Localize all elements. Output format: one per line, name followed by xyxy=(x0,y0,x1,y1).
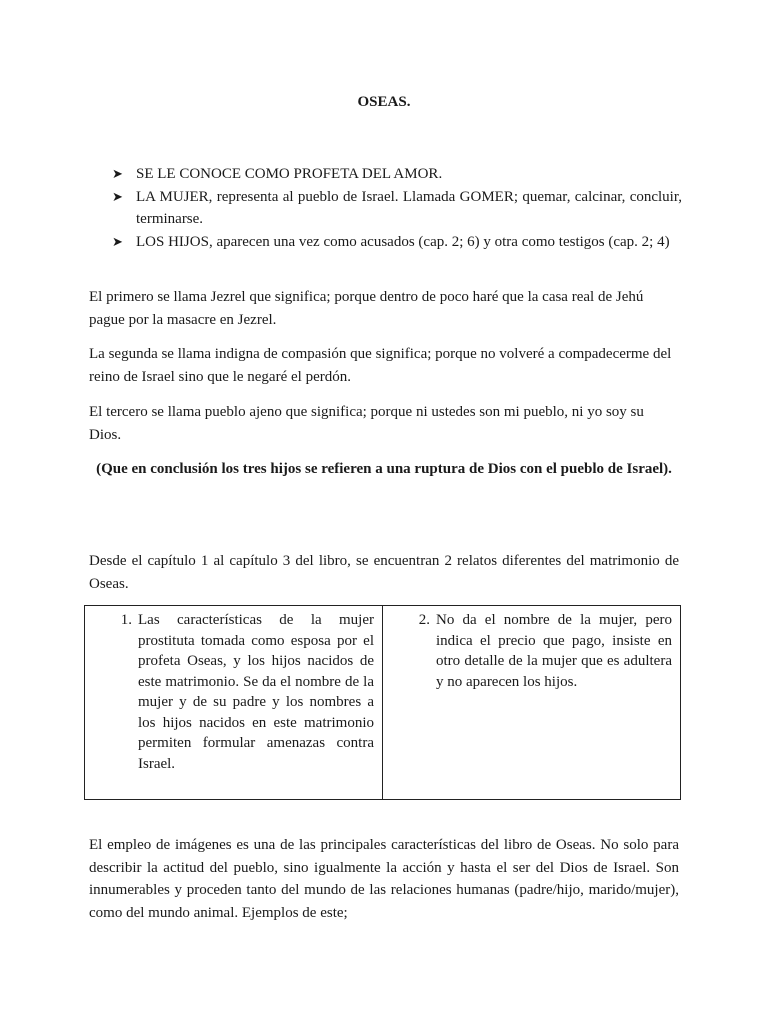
bullet-item xyxy=(112,186,682,231)
bullet-list xyxy=(112,163,682,253)
bullet-lead: SE LE CONOCE COMO PROFETA DEL AMOR. xyxy=(136,166,443,182)
table-row xyxy=(85,606,681,800)
bullet-rest: , aparecen una vez como acusados (cap. 2; 6) y otra como testigos (cap. 2; 4) xyxy=(208,233,670,250)
conclusion-paragraph: (Que en conclusión los tres hijos se refieren a una ruptura de Dios con el pueblo de Israel). xyxy=(96,461,672,477)
paragraph-chapters: Desde el capítulo 1 al capítulo 3 del libro, se encuentran 2 relatos diferentes del matrimonio de Oseas. xyxy=(89,553,679,592)
table-cell xyxy=(383,606,681,800)
arrowhead-bullet-icon: ➤ xyxy=(112,188,123,204)
bullet-item xyxy=(112,231,682,254)
bullet-text xyxy=(136,231,682,254)
table-cell xyxy=(85,606,383,800)
bullet-lead: LA MUJER xyxy=(136,188,209,205)
bullet-item xyxy=(112,163,682,186)
paragraph-first-son: El primero se llama Jezrel que significa; porque dentro de poco haré que la casa real de Jehú pague por la masacre en Jezrel. xyxy=(89,289,644,328)
bullet-text xyxy=(136,186,682,231)
arrowhead-bullet-icon: ➤ xyxy=(112,166,123,181)
cell-text: No da el nombre de la mujer, pero indica el precio que pago, insiste en otro detalle de la mujer que es adultera y no aparecen los hijos. xyxy=(436,612,672,690)
cell-text: Las características de la mujer prostituta tomada como esposa por el profeta Oseas, y los hijos nacidos de este matrimonio. Se da el nombre de la mujer y de su padre y los nombres a los hijos nacidos en este matrimonio permiten formular amenazas contra Israel. xyxy=(138,612,374,772)
arrowhead-bullet-icon: ➤ xyxy=(112,233,123,249)
paragraph-third-son: El tercero se llama pueblo ajeno que significa; porque ni ustedes son mi pueblo, ni yo soy su Dios. xyxy=(89,404,644,443)
two-accounts-table xyxy=(84,605,681,800)
paragraph-second-daughter: La segunda se llama indigna de compasión que significa; porque no volveré a compadecerme del reino de Israel sino que le negaré el perdón. xyxy=(89,346,672,385)
list-number: 1. xyxy=(120,612,132,628)
bullet-rest: , representa al pueblo de Israel. Llamada GOMER; quemar, calcinar, concluir, terminarse. xyxy=(136,188,682,227)
paragraph-images: El empleo de imágenes es una de las principales características del libro de Oseas. No solo para describir la actitud del pueblo, sino igualmente la acción y hasta el ser del Dios de Israel. Son innumerables y proceden tanto del mundo de las relaciones humanas (padre/hijo, marido/mujer), como del mundo animal. Ejemplos de este; xyxy=(89,837,679,921)
document-title: OSEAS. xyxy=(357,94,411,110)
bullet-text xyxy=(136,163,682,186)
list-number: 2. xyxy=(418,612,430,628)
bullet-lead: LOS HIJOS xyxy=(136,233,209,250)
